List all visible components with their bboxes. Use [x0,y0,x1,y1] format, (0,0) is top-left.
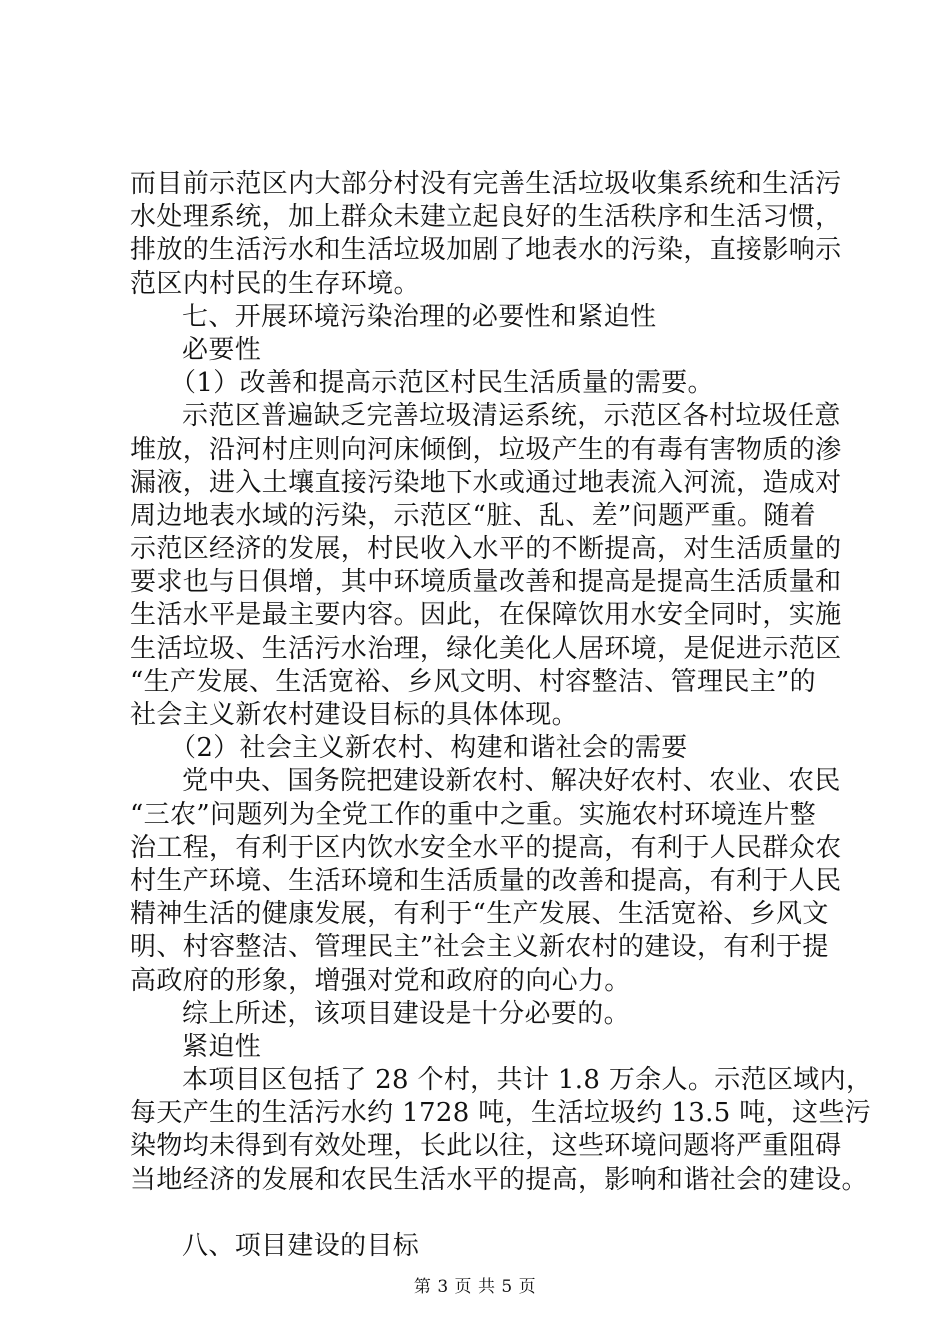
item-heading-2: （2）社会主义新农村、构建和谐社会的需要 [170,733,688,764]
paragraph-line: 示范区经济的发展，村民收入水平的不断提高，对生活质量的 [130,534,842,565]
paragraph-line: “三农”问题列为全党工作的重中之重。实施农村环境连片整 [130,799,817,830]
page-number-footer: 第 3 页 共 5 页 [413,1277,537,1297]
paragraph-line: 本项目区包括了 28 个村，共计 1.8 万余人。示范区域内， [182,1065,873,1096]
paragraph-line: 生活水平是最主要内容。因此，在保障饮用水安全同时，实施 [130,600,842,631]
paragraph-line: 村生产环境、生活环境和生活质量的改善和提高，有利于人民 [130,865,842,896]
subheading-necessity: 必要性 [182,334,262,365]
paragraph-line: 水处理系统，加上群众未建立起良好的生活秩序和生活习惯， [130,202,842,233]
paragraph-line: 范区内村民的生存环境。 [130,268,420,299]
paragraph-line: 排放的生活污水和生活垃圾加剧了地表水的污染，直接影响示 [130,235,842,266]
section-heading-7: 七、开展环境污染治理的必要性和紧迫性 [182,301,657,332]
paragraph-line: 堆放，沿河村庄则向河床倾倒，垃圾产生的有毒有害物质的渗 [130,434,842,465]
paragraph-spacer [130,1197,830,1230]
paragraph-line: 党中央、国务院把建设新农村、解决好农村、农业、农民 [182,766,841,797]
paragraph-line: 生活垃圾、生活污水治理，绿化美化人居环境，是促进示范区 [130,633,842,664]
item-heading-1: （1）改善和提高示范区村民生活质量的需要。 [170,368,714,399]
paragraph-line: 高政府的形象，增强对党和政府的向心力。 [130,965,631,996]
paragraph-line: 示范区普遍缺乏完善垃圾清运系统，示范区各村垃圾任意 [182,401,841,432]
paragraph-line: 染物均未得到有效处理，长此以往，这些环境问题将严重阻碍 [130,1131,842,1162]
paragraph-line: 精神生活的健康发展，有利于“生产发展、生活宽裕、乡风文 [130,899,829,930]
paragraph-line: 当地经济的发展和农民生活水平的提高，影响和谐社会的建设。 [130,1164,868,1195]
paragraph-line: 每天产生的生活污水约 1728 吨，生活垃圾约 13.5 吨，这些污 [130,1098,872,1129]
paragraph-line: 治工程，有利于区内饮水安全水平的提高，有利于人民群众农 [130,832,842,863]
paragraph-line: 周边地表水域的污染，示范区“脏、乱、差”问题严重。随着 [130,500,817,531]
paragraph-line: 社会主义新农村建设目标的具体体现。 [130,700,578,730]
subheading-urgency: 紧迫性 [182,1031,262,1062]
paragraph-line: 明、村容整洁、管理民主”社会主义新农村的建设，有利于提 [130,932,829,963]
section-heading-8: 八、项目建设的目标 [182,1230,420,1261]
paragraph-line: 漏液，进入土壤直接污染地下水或通过地表流入河流，造成对 [130,467,842,498]
document-body [130,168,873,1263]
paragraph-line: “生产发展、生活宽裕、乡风文明、村容整洁、管理民主”的 [130,666,817,697]
conclusion-line: 综上所述，该项目建设是十分必要的。 [182,998,630,1029]
paragraph-line: 而目前示范区内大部分村没有完善生活垃圾收集系统和生活污 [130,169,842,199]
paragraph-line: 要求也与日俱增，其中环境质量改善和提高是提高生活质量和 [130,567,842,598]
